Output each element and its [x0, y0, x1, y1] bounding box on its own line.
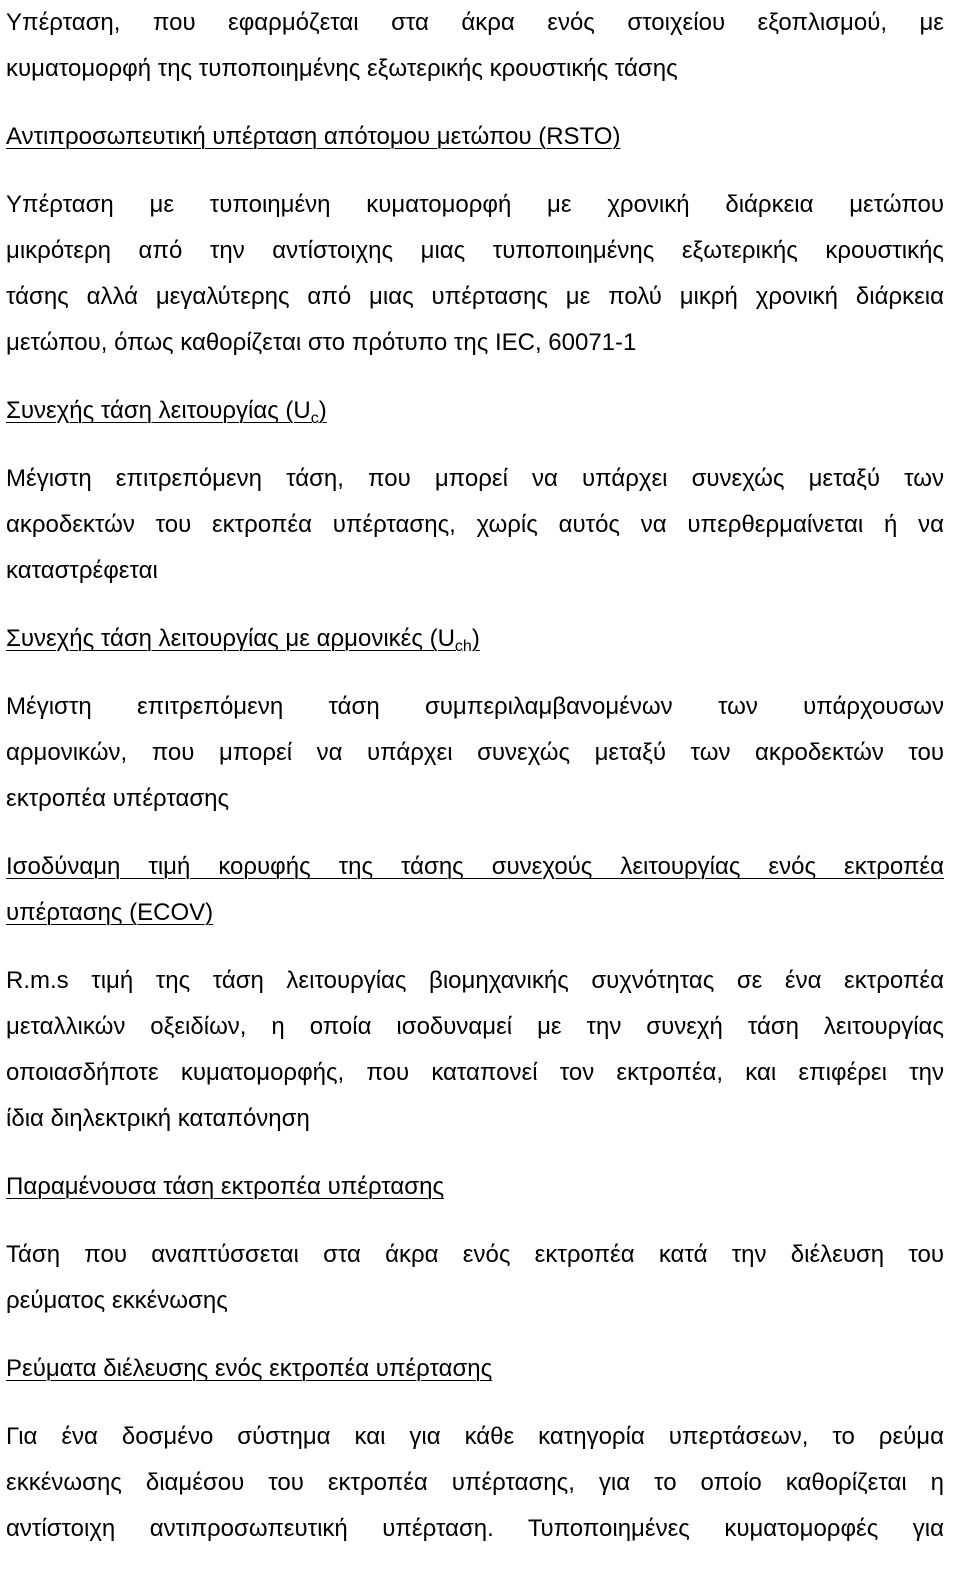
text-line: τάσης αλλά μεγαλύτερης από μιας υπέρτασης με πολύ μικρή χρονική διάρκεια — [6, 283, 944, 310]
text-line: ρεύματος εκκένωσης — [6, 1287, 228, 1314]
ecov-heading-line: Ισοδύναμη τιμή κορυφής της τάσης συνεχούς λειτουργίας ενός εκτροπέα — [6, 853, 944, 880]
discharge-heading: Ρεύματα διέλευσης ενός εκτροπέα υπέρτασης — [6, 1355, 493, 1382]
residual-heading: Παραμένουσα τάση εκτροπέα υπέρτασης — [6, 1173, 445, 1200]
rsto-definition — [6, 182, 944, 366]
text-line: Για ένα δοσμένο σύστημα και για κάθε κατηγορία υπερτάσεων, το ρεύμα — [6, 1423, 944, 1450]
text-line: μεταλλικών οξειδίων, η οποία ισοδυναμεί με την συνεχή τάση λειτουργίας — [6, 1013, 944, 1040]
text-line: Υπέρταση με τυποιημένη κυματομορφή με χρονική διάρκεια μετώπου — [6, 191, 944, 218]
text-line: Υπέρταση, που εφαρμόζεται στα άκρα ενός στοιχείου εξοπλισμού, με — [6, 9, 944, 36]
text-line: Τάση που αναπτύσσεται στα άκρα ενός εκτροπέα κατά την διέλευση του — [6, 1241, 944, 1268]
text-line: R.m.s τιμή της τάση λειτουργίας βιομηχανικής συχνότητας σε ένα εκτροπέα — [6, 967, 944, 994]
discharge-definition — [6, 1414, 944, 1552]
text-line: οποιασδήποτε κυματομορφής, που καταπονεί τον εκτροπέα, και επιφέρει την — [6, 1059, 944, 1086]
uc-heading-text: Συνεχής τάση λειτουργίας (U — [6, 397, 311, 424]
ecov-heading-block — [6, 844, 944, 936]
ecov-definition — [6, 958, 944, 1142]
text-line: αρμονικών, που μπορεί να υπάρχει συνεχώς μεταξύ των ακροδεκτών του — [6, 739, 944, 766]
ecov-heading-line: υπέρτασης (ECOV) — [6, 899, 214, 926]
uch-heading-text: Συνεχής τάση λειτουργίας με αρμονικές (U — [6, 625, 455, 652]
text-line: Μέγιστη επιτρεπόμενη τάση συμπεριλαμβανομένων των υπάρχουσων — [6, 693, 944, 720]
text-line: μικρότερη από την αντίστοιχης μιας τυποποιημένης εξωτερικής κρουστικής — [6, 237, 944, 264]
text-line: αντίστοιχη αντιπροσωπευτική υπέρταση. Τυποποιημένες κυματομορφές για — [6, 1515, 944, 1542]
residual-heading-block — [6, 1164, 944, 1210]
document-page — [6, 0, 944, 1574]
residual-definition — [6, 1232, 944, 1324]
uch-heading — [6, 616, 944, 662]
text-line: ίδια διηλεκτρική καταπόνηση — [6, 1105, 310, 1132]
text-line: Μέγιστη επιτρεπόμενη τάση, που μπορεί να υπάρχει συνεχώς μεταξύ των — [6, 465, 944, 492]
text-line: μετώπου, όπως καθορίζεται στο πρότυπο της IEC, 60071-1 — [6, 329, 637, 356]
uch-heading-block — [6, 616, 944, 662]
rsto-heading-block — [6, 114, 944, 160]
uch-definition — [6, 684, 944, 822]
uc-definition — [6, 456, 944, 594]
uc-heading-subscript: c — [310, 410, 319, 427]
uch-heading-close: ) — [471, 625, 480, 652]
uc-heading-close: ) — [318, 397, 327, 424]
uc-heading — [6, 388, 944, 434]
uch-heading-subscript: ch — [454, 638, 472, 655]
rsto-heading: Αντιπροσωπευτική υπέρταση απότομου μετώπου (RSTO) — [6, 123, 621, 150]
text-line: ακροδεκτών του εκτροπέα υπέρτασης, χωρίς αυτός να υπερθερμαίνεται ή να — [6, 511, 944, 538]
text-line: καταστρέφεται — [6, 557, 158, 584]
text-line: εκτροπέα υπέρτασης — [6, 785, 230, 812]
intro-paragraph — [6, 0, 944, 92]
text-line: κυματομορφή της τυποποιημένης εξωτερικής κρουστικής τάσης — [6, 55, 678, 82]
text-line: εκκένωσης διαμέσου του εκτροπέα υπέρτασης, για το οποίο καθορίζεται η — [6, 1469, 944, 1496]
uc-heading-block — [6, 388, 944, 434]
discharge-heading-block — [6, 1346, 944, 1392]
